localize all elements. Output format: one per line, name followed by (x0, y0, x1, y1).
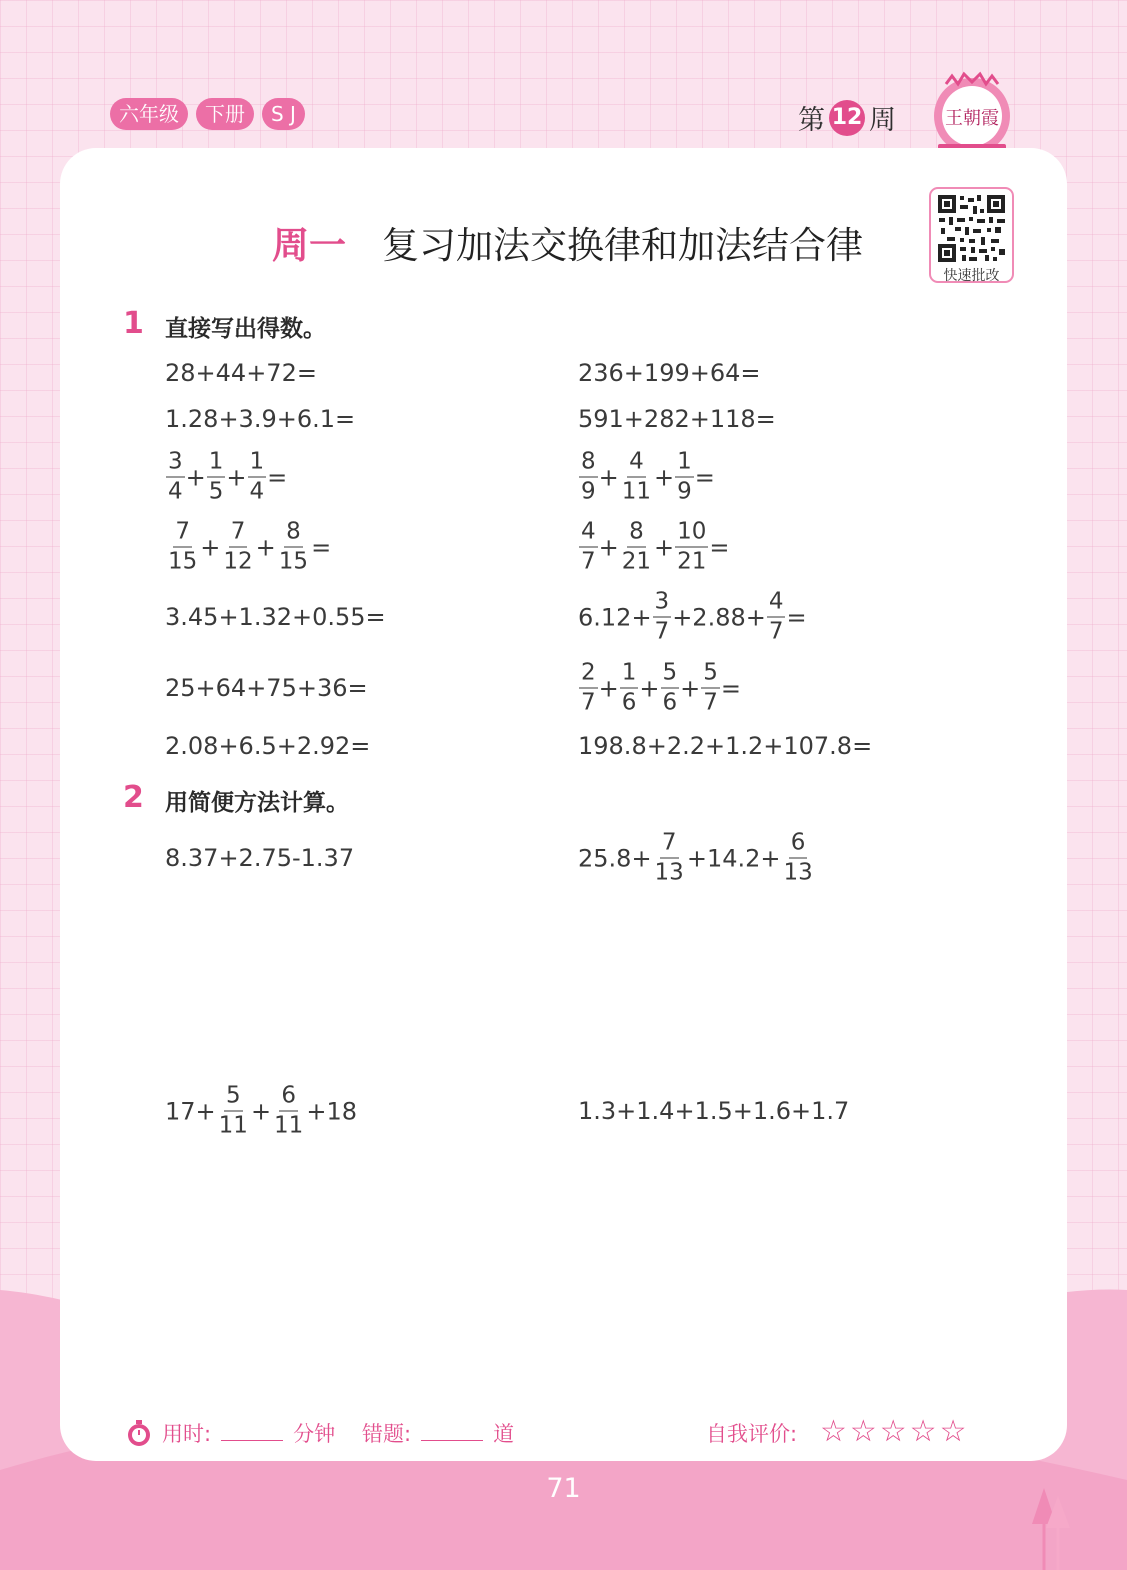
fraction: $\frac{7}{15}$ (168, 518, 198, 575)
fraction: $\frac{1}{4}$ (249, 448, 265, 505)
arrow-decoration-icon (1030, 1488, 1080, 1570)
fraction: $\frac{1}{5}$ (208, 448, 224, 505)
week-prefix: 第 (798, 105, 825, 136)
rating-stars[interactable]: ☆☆☆☆☆ (820, 1414, 970, 1449)
problem-1-3: 1.28+3.9+6.1= (165, 405, 356, 433)
title-day: 周一 (272, 224, 346, 267)
fraction: $\frac{6}{11}$ (274, 1082, 304, 1139)
problem-1-13: 2.08+6.5+2.92= (165, 732, 371, 760)
fraction: $\frac{4}{7}$ (768, 588, 784, 645)
problem-1-5: $\frac{3}{4}$ + $\frac{1}{5}$ + $\frac{1}{4}$ = (168, 448, 288, 505)
problem-1-14: 198.8+2.2+1.2+107.8= (578, 732, 873, 760)
problem-1-10: 6.12+ $\frac{3}{7}$ +2.88+ $\frac{4}{7}$ = (578, 588, 807, 645)
problem-1-11: 25+64+75+36= (165, 674, 368, 702)
fraction: $\frac{1}{6}$ (621, 659, 637, 716)
fraction: $\frac{2}{7}$ (581, 659, 596, 716)
errors-label: 错题: (362, 1422, 412, 1446)
fraction: $\frac{7}{13}$ (654, 829, 684, 886)
time-field (162, 1418, 335, 1448)
badge-name: 王朝霞 (945, 108, 999, 129)
fraction: $\frac{7}{12}$ (223, 518, 253, 575)
problem-1-7: $\frac{7}{15}$ + $\frac{7}{12}$ + $\frac{8}{15}$ = (168, 518, 332, 575)
week-number: 12 (829, 100, 865, 136)
section-1-title: 直接写出得数。 (165, 316, 326, 342)
grade-tags (110, 98, 305, 130)
page-number: 71 (546, 1473, 581, 1504)
fraction: $\frac{1}{9}$ (677, 448, 692, 505)
grade-tag: 六年级 (110, 98, 188, 130)
time-label: 用时: (162, 1422, 212, 1446)
section-2-number: 2 (123, 780, 144, 815)
problem-1-1: 28+44+72= (165, 359, 317, 387)
fraction: $\frac{5}{11}$ (218, 1082, 248, 1139)
fraction: $\frac{3}{7}$ (654, 588, 670, 645)
problem-2-4: 1.3+1.4+1.5+1.6+1.7 (578, 1097, 850, 1125)
qr-label: 快速批改 (943, 268, 1000, 284)
problem-1-9: 3.45+1.32+0.55= (165, 603, 386, 631)
fraction: $\frac{5}{7}$ (703, 659, 718, 716)
problem-1-2: 236+199+64= (578, 359, 761, 387)
section-1-number: 1 (123, 306, 144, 341)
problem-2-2: 25.8+ $\frac{7}{13}$ +14.2+ $\frac{6}{13}$ (578, 829, 813, 886)
errors-field (362, 1418, 514, 1448)
errors-unit: 道 (493, 1422, 515, 1446)
title-topic: 复习加法交换律和加法结合律 (382, 224, 863, 267)
volume-tag: 下册 (196, 98, 254, 130)
fraction: $\frac{6}{13}$ (783, 829, 813, 886)
section-2-title: 用简便方法计算。 (165, 790, 349, 816)
page-title (272, 215, 863, 269)
stopwatch-icon (125, 1419, 153, 1447)
problem-2-3: 17+ $\frac{5}{11}$ + $\frac{6}{11}$ +18 (165, 1082, 357, 1139)
fraction: $\frac{3}{4}$ (168, 448, 183, 505)
problem-2-1: 8.37+2.75-1.37 (165, 844, 355, 872)
self-eval-label: 自我评价: (706, 1422, 798, 1446)
time-blank[interactable] (221, 1420, 283, 1441)
problem-1-4: 591+282+118= (578, 405, 776, 433)
errors-blank[interactable] (421, 1420, 483, 1441)
week-suffix: 周 (869, 105, 896, 136)
fraction: $\frac{8}{9}$ (581, 448, 596, 505)
week-indicator (798, 98, 896, 137)
fraction: $\frac{8}{21}$ (621, 518, 652, 575)
fraction: $\frac{5}{6}$ (662, 659, 678, 716)
fraction: $\frac{10}{21}$ (677, 518, 707, 575)
brand-badge-logo (930, 70, 1014, 160)
fraction: $\frac{8}{15}$ (278, 518, 309, 575)
fraction: $\frac{4}{11}$ (621, 448, 652, 505)
fraction: $\frac{4}{7}$ (581, 518, 596, 575)
time-unit: 分钟 (293, 1422, 336, 1446)
problem-1-6: $\frac{8}{9}$ + $\frac{4}{11}$ + $\frac{1}{9}$ = (581, 448, 715, 505)
edition-tag: S J (262, 98, 305, 130)
problem-1-12: $\frac{2}{7}$ + $\frac{1}{6}$ + $\frac{5}{6}$ + $\frac{5}{7}$ = (581, 659, 741, 716)
problem-1-8: $\frac{4}{7}$ + $\frac{8}{21}$ + $\frac{10}{21}$ = (581, 518, 730, 575)
